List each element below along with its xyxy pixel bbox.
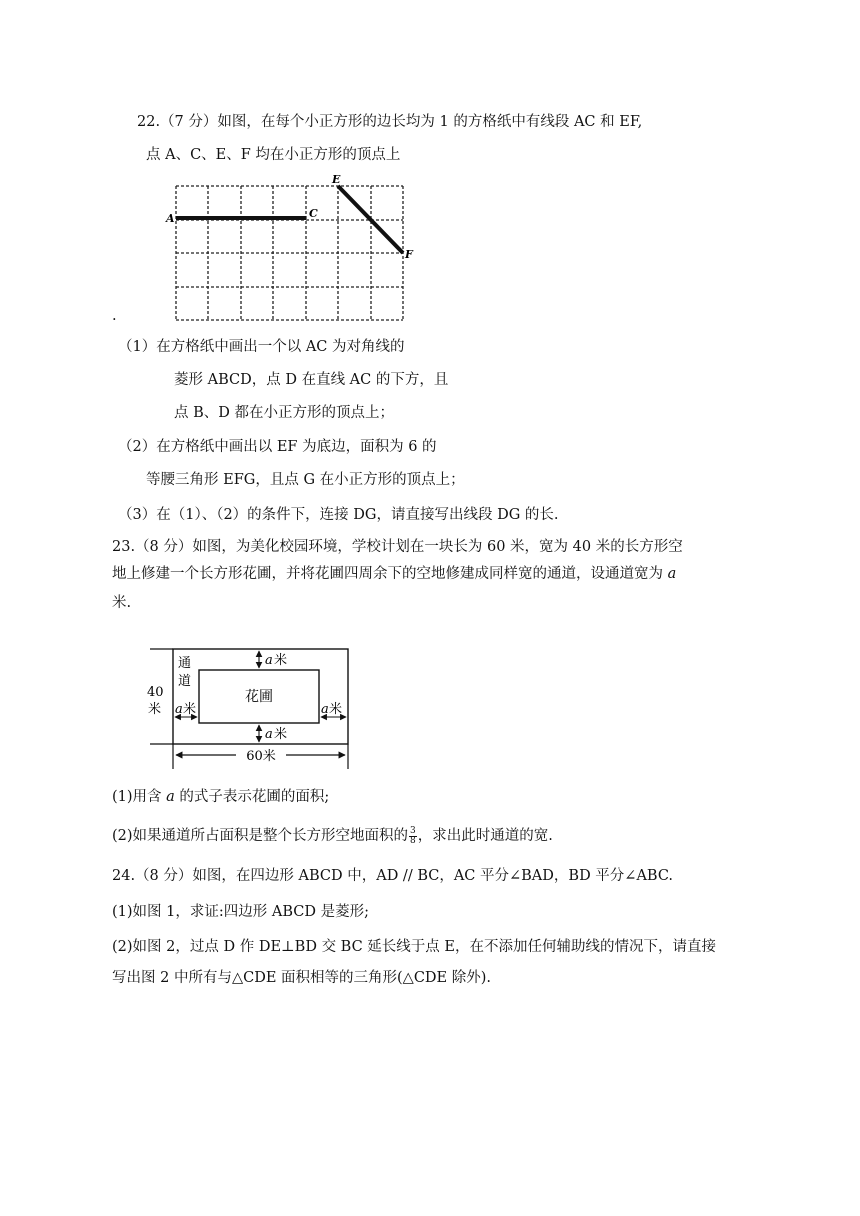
top-gap-var: a [265, 653, 273, 668]
q22-grid-figure [160, 172, 420, 322]
q23-part1-post: 的式子表示花圃的面积; [179, 789, 330, 805]
label-e: E [332, 173, 341, 186]
q22-line-2: 点 A、C、E、F 均在小正方形的顶点上 [146, 147, 401, 163]
q22-part3: （3）在（1）、（2）的条件下，连接 DG，请直接写出线段 DG 的长. [118, 507, 559, 523]
height-label-2: 米 [148, 702, 162, 717]
q23-garden-figure [140, 645, 360, 770]
q23-line-3: 米. [112, 595, 132, 611]
q24-part2-a: (2)如图 2，过点 D 作 DE⊥BD 交 BC 延长线于点 E，在不添加任何辅助线的情况下，请直接 [112, 939, 716, 955]
top-gap-unit: 米 [274, 653, 288, 668]
fraction-denominator: 8 [410, 835, 416, 846]
q24-part2-b: 写出图 2 中所有与△CDE 面积相等的三角形(△CDE 除外). [112, 970, 491, 986]
q22-part2-a: （2）在方格纸中画出以 EF 为底边，面积为 6 的 [118, 439, 437, 455]
q23-line-1: 23.（8 分）如图，为美化校园环境，学校计划在一块长为 60 米，宽为 40 米的长方形空 [112, 539, 683, 555]
fraction-three-eighths [409, 827, 417, 846]
q22-part1-a: （1）在方格纸中画出一个以 AC 为对角线的 [118, 339, 405, 355]
grid-lines [176, 186, 403, 320]
q23-part1 [112, 787, 329, 807]
q23-line-2-var: a [667, 566, 677, 582]
fraction-numerator: 3 [410, 825, 416, 836]
right-gap-unit: 米 [329, 702, 343, 717]
left-gap-unit: 米 [183, 702, 197, 717]
right-gap-var: a [321, 702, 329, 717]
bottom-gap-unit: 米 [274, 727, 288, 742]
passage-label-1: 通 [178, 656, 192, 671]
q23-part2-pre: (2)如果通道所占面积是整个长方形空地面积的 [112, 828, 409, 844]
q22-line-1: 22.（7 分）如图，在每个小正方形的边长均为 1 的方格纸中有线段 AC 和 EF, [137, 114, 643, 130]
q24-line-1: 24.（8 分）如图，在四边形 ABCD 中，AD // BC，AC 平分∠BAD，BD 平分∠ABC. [112, 868, 674, 884]
q22-part1-c: 点 B、D 都在小正方形的顶点上； [174, 405, 394, 421]
q22-part1-b: 菱形 ABCD，点 D 在直线 AC 的下方，且 [174, 372, 449, 388]
q22-part2-b: 等腰三角形 EFG，且点 G 在小正方形的顶点上； [146, 472, 465, 488]
label-f: F [405, 248, 413, 261]
width-label: 60米 [246, 749, 276, 764]
q23-line-2 [112, 564, 676, 584]
q23-part2-post: ，求出此时通道的宽. [417, 828, 553, 844]
q22-dot: . [112, 308, 117, 324]
q24-part1: (1)如图 1，求证:四边形 ABCD 是菱形; [112, 904, 369, 920]
label-c: C [309, 207, 318, 220]
label-a: A [166, 212, 175, 225]
bottom-gap-var: a [265, 727, 273, 742]
passage-label-2: 道 [178, 674, 192, 689]
q23-part1-pre: (1)用含 [112, 789, 162, 805]
q23-part1-var: a [166, 789, 175, 805]
left-gap-var: a [175, 702, 183, 717]
q23-line-2-text: 地上修建一个长方形花圃，并将花圃四周余下的空地修建成同样宽的通道，设通道宽为 [112, 566, 663, 582]
height-label-1: 40 [147, 685, 164, 700]
garden-label: 花圃 [245, 689, 273, 705]
q23-part2 [112, 826, 553, 846]
